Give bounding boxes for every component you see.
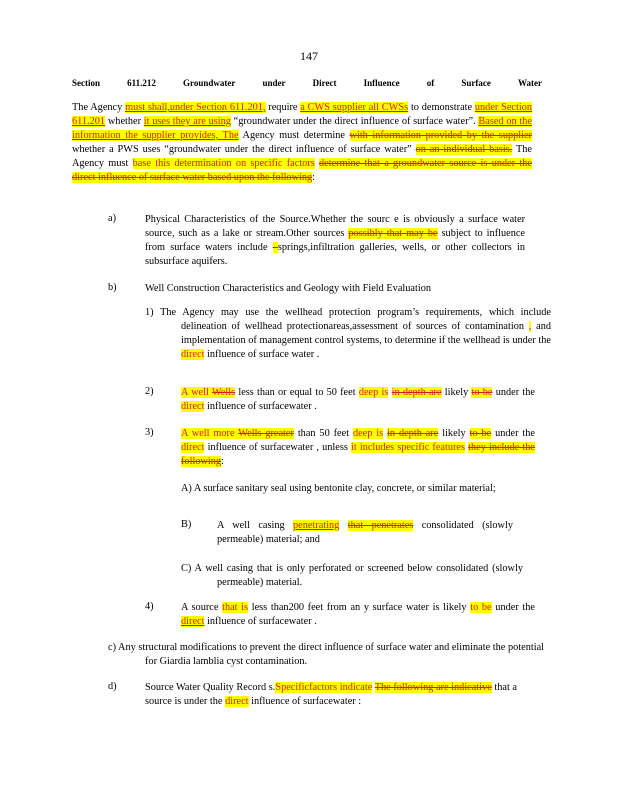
text-run: A well casing (217, 520, 294, 531)
item-b4-text (181, 601, 535, 629)
text-run: under the (491, 428, 535, 439)
text-run: under the (491, 602, 535, 613)
item-b3c-text (181, 562, 523, 590)
item-a-label: a) (108, 213, 116, 224)
text-run: require (265, 102, 301, 113)
text-run: “groundwater under the direct influence of surface water”. (230, 115, 479, 127)
text-run: influence of surfacewater , unless (204, 441, 351, 453)
item-b3a-text (181, 482, 535, 496)
item-b3-text (181, 427, 535, 469)
deleted-text: Wells greater (238, 428, 294, 439)
highlighted-text: to be (470, 602, 492, 613)
text-run: and implementation of management control systems, to determine if the wellhead is under the (181, 320, 551, 346)
text-run: than 50 feet (293, 428, 353, 439)
item-b2-text (181, 386, 535, 414)
inserted-text: Based on the information the supplier provides, The (72, 115, 532, 141)
section-word: under (262, 78, 286, 88)
text-run: likely (441, 387, 472, 398)
deleted-text: Wells (211, 387, 236, 398)
deleted-text: possibly that may be (348, 227, 438, 239)
item-b-heading: Well Construction Characteristics and Geology with Field Evaluation (145, 283, 431, 294)
text-run: A) A surface sanitary seal using bentonite clay, concrete, or similar material; (181, 483, 496, 494)
item-b-label: b) (108, 282, 117, 293)
text-run: C) A well casing that is only perforated or screened below consolidated (slowly permeable) material. (181, 563, 523, 588)
text-run: influence of surfacewater : (248, 695, 362, 707)
deleted-text: to be (471, 387, 493, 398)
text-run: springs,infiltration galleries, wells, or other collectors in subsurface aquifers. (145, 241, 525, 267)
item-b4-label: 4) (145, 601, 154, 612)
deleted-text: in depth are (387, 428, 439, 439)
section-word: Section (72, 78, 100, 88)
text-run (339, 520, 347, 531)
text-run: The Agency (72, 102, 126, 113)
text-run: Physical Characteristics of the Source.Whether the sourc e is obviously a surface water source, such as a lake or stream.Other sources (145, 214, 525, 239)
highlighted-text: direct (181, 441, 205, 453)
inserted-text: under Section 611.201 (72, 102, 533, 127)
text-run: A source (181, 602, 223, 613)
highlighted-text: A well (181, 387, 212, 398)
text-run: whether a PWS uses “groundwater under the direct influence of surface water” (72, 143, 416, 155)
section-id: 611.212 (127, 78, 156, 88)
intro-paragraph (72, 101, 532, 184)
item-d-text (145, 681, 517, 709)
highlighted-text: , (528, 320, 532, 332)
highlighted-text: A well more (181, 428, 239, 439)
inserted-text: must shall,under Section 611.201, (125, 102, 266, 113)
highlighted-text: direct (181, 348, 205, 360)
section-word: Groundwater (183, 78, 236, 88)
highlighted-text: it includes specific features (350, 441, 465, 453)
highlighted-text: deep is (352, 428, 384, 439)
text-run: influence of surfacewater . (204, 615, 317, 627)
text-run: : (312, 171, 316, 183)
item-b2-label: 2) (145, 386, 154, 397)
section-word: Water (517, 78, 542, 88)
deleted-text: determine that a groundwater source is under the direct influence of surface water based upon the following (72, 157, 532, 183)
text-run: Agency must determine (238, 129, 350, 141)
text-run: influence of surface water . (204, 348, 320, 360)
text-run: whether (105, 115, 144, 127)
text-run: consolidated (slowly permeable) material; and (217, 520, 513, 545)
deleted-text: to be (469, 428, 492, 439)
highlighted-text: deep is (358, 387, 389, 398)
text-run: The Agency must (72, 143, 532, 169)
text-run: likely (438, 428, 470, 439)
highlighted-text: Specificfactors indicate (275, 682, 373, 693)
deleted-text: that penetrates (347, 520, 414, 531)
text-run: 1) The Agency may use the wellhead protection program’s requirements, which include delineation of wellhead protectionareas,assessment of sources of contamination (145, 307, 551, 332)
text-run: to demonstrate (408, 102, 475, 113)
text-run: that a source is under the (145, 682, 517, 707)
item-b3-label: 3) (145, 427, 154, 438)
inserted-text: direct (181, 615, 205, 627)
section-word: Influence (363, 78, 400, 88)
text-run: less than200 feet from an y surface water is likely (248, 602, 471, 613)
deleted-text: in depth are (391, 387, 442, 398)
text-run: less than or equal to 50 feet (235, 387, 359, 398)
deleted-text: – (272, 241, 278, 253)
section-heading (72, 78, 542, 88)
inserted-text: penetrating (293, 520, 340, 531)
text-run: subject to influence from surface waters include (145, 227, 525, 253)
section-word: Surface (461, 78, 491, 88)
deleted-text: The following are indicative (374, 682, 492, 693)
highlighted-text: base this determination on specific factors (132, 157, 315, 169)
deleted-text: on an individual basis. (415, 143, 513, 155)
item-b3b-label: B) (181, 519, 192, 530)
item-c-text (108, 641, 544, 669)
item-d-label: d) (108, 681, 117, 692)
page-number: 147 (300, 49, 318, 63)
highlighted-text: that is (222, 602, 249, 613)
text-run: influence of surfacewater . (204, 400, 317, 412)
section-word: of (426, 78, 435, 88)
text-run: c) Any structural modifications to prevent the direct influence of surface water and eliminate the potential for Giardia lamblia cyst contamination. (108, 642, 544, 667)
deleted-text: they include the following (181, 441, 535, 467)
text-run: : (221, 455, 224, 467)
highlighted-text: direct (225, 695, 249, 707)
highlighted-text: direct (181, 400, 205, 412)
deleted-text: with information provided by the supplier (349, 129, 532, 141)
text-run: Source Water Quality Record s. (145, 682, 276, 693)
item-b1-text (145, 306, 551, 362)
item-b3b-text (217, 519, 513, 547)
section-word: Direct (312, 78, 337, 88)
inserted-text: it uses they are using (143, 115, 231, 127)
item-a-text (145, 213, 525, 269)
inserted-text: a CWS supplier all CWSs (300, 102, 409, 113)
text-run: under the (492, 387, 535, 398)
